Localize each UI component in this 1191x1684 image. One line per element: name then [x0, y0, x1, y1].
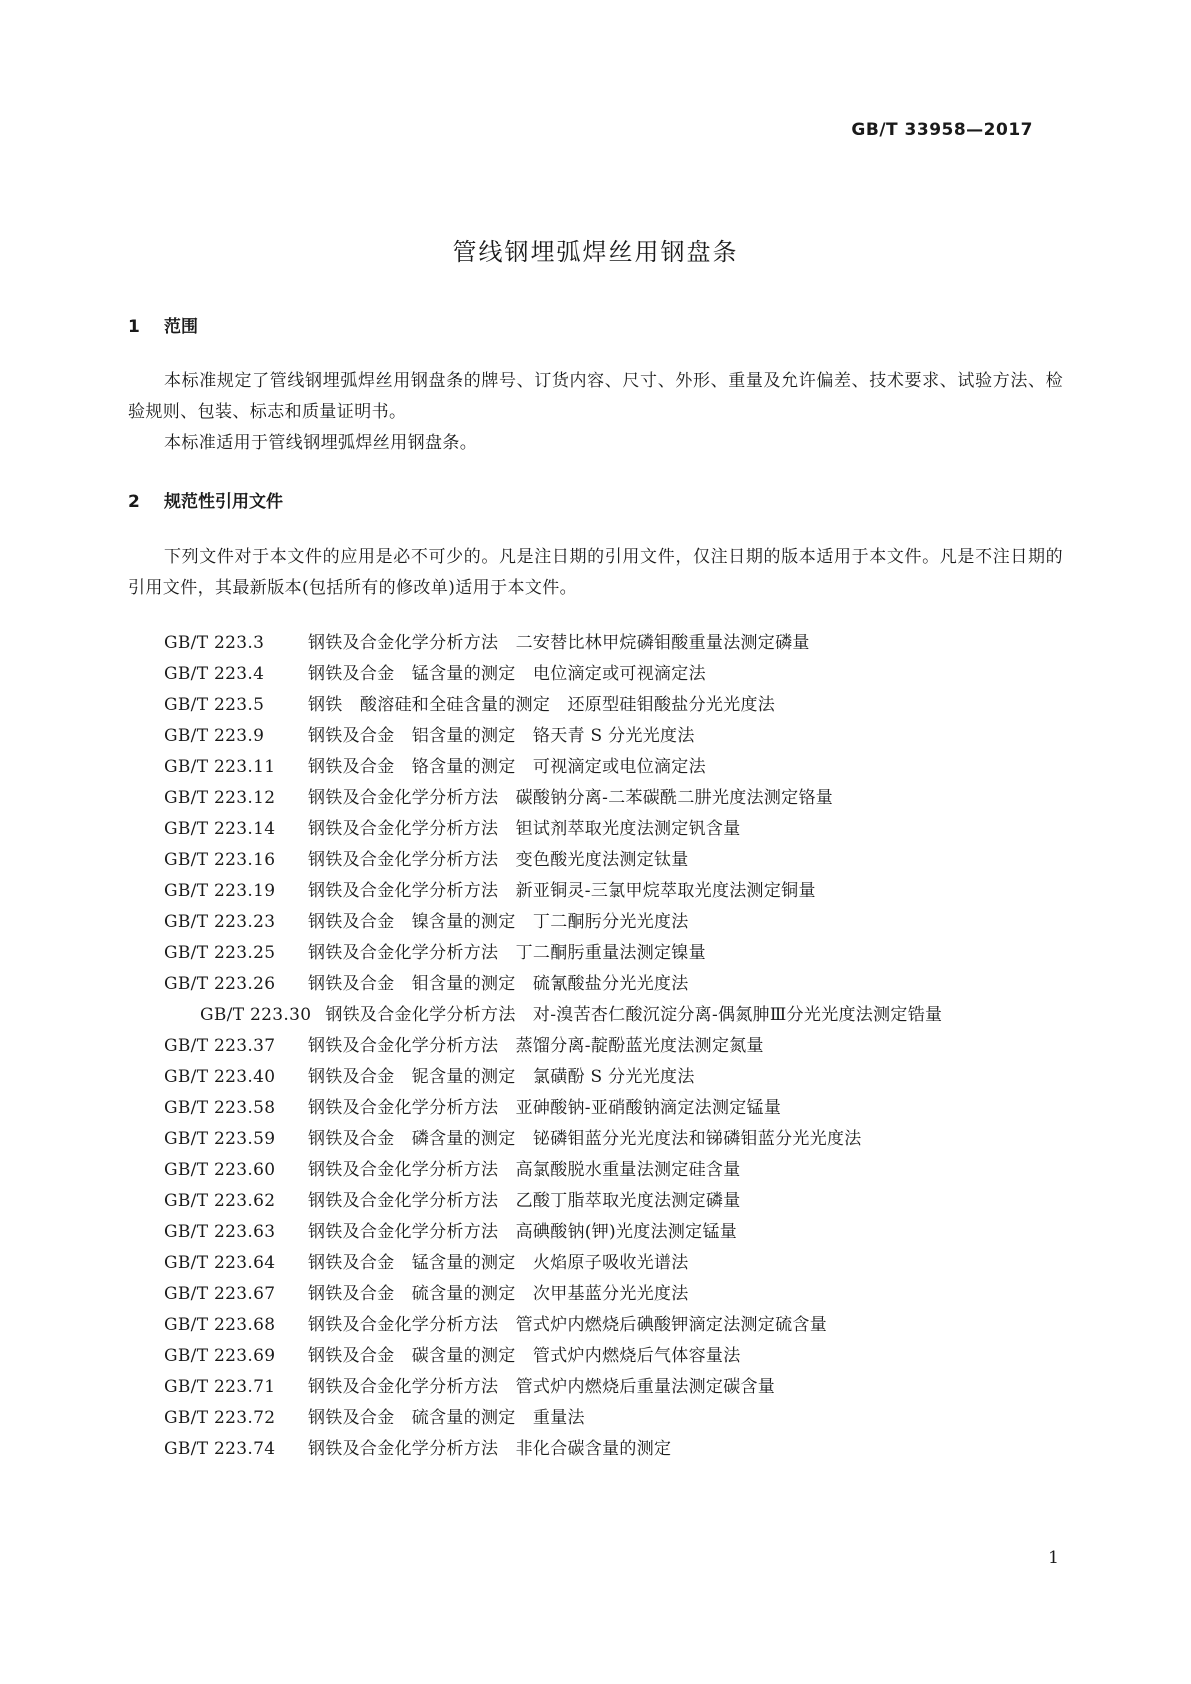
reference-item	[128, 783, 1063, 814]
reference-code: GB/T 223.62	[164, 1191, 276, 1211]
reference-title: 钢铁及合金 钼含量的测定 硫氰酸盐分光光度法	[308, 974, 689, 994]
reference-item	[128, 1186, 1063, 1217]
reference-title: 钢铁及合金化学分析方法 蒸馏分离-靛酚蓝光度法测定氮量	[308, 1036, 764, 1056]
reference-title: 钢铁及合金化学分析方法 高碘酸钠(钾)光度法测定锰量	[308, 1222, 738, 1242]
reference-item	[128, 1217, 1063, 1248]
reference-item	[128, 938, 1063, 969]
reference-code: GB/T 223.26	[164, 974, 276, 994]
reference-title: 钢铁及合金 铝含量的测定 铬天青 S 分光光度法	[308, 726, 695, 746]
reference-code: GB/T 223.30	[200, 1005, 312, 1025]
section-2-heading	[128, 487, 283, 512]
applicability-paragraph: 本标准适用于管线钢埋弧焊丝用钢盘条。	[164, 433, 478, 453]
reference-code: GB/T 223.3	[164, 633, 265, 653]
reference-title: 钢铁及合金 硫含量的测定 次甲基蓝分光光度法	[308, 1284, 689, 1304]
reference-code: GB/T 223.60	[164, 1160, 276, 1180]
scope-paragraph: 本标准规定了管线钢埋弧焊丝用钢盘条的牌号、订货内容、尺寸、外形、重量及允许偏差、技术要求、试验方法、检验规则、包装、标志和质量证明书。	[128, 371, 1063, 422]
reference-item	[128, 1031, 1063, 1062]
reference-code: GB/T 223.68	[164, 1315, 276, 1335]
section-title: 范围	[164, 317, 198, 337]
reference-title: 钢铁及合金 镍含量的测定 丁二酮肟分光光度法	[308, 912, 689, 932]
reference-title: 钢铁及合金化学分析方法 对-溴苦杏仁酸沉淀分离-偶氮胂Ⅲ分光光度法测定锆量	[325, 1005, 943, 1025]
reference-code: GB/T 223.19	[164, 881, 276, 901]
document-title: 管线钢埋弧焊丝用钢盘条	[452, 238, 739, 266]
reference-code: GB/T 223.11	[164, 757, 276, 777]
reference-title: 钢铁及合金 碳含量的测定 管式炉内燃烧后气体容量法	[308, 1346, 741, 1366]
reference-title: 钢铁及合金化学分析方法 钽试剂萃取光度法测定钒含量	[308, 819, 741, 839]
reference-code: GB/T 223.63	[164, 1222, 276, 1242]
reference-code: GB/T 223.9	[164, 726, 265, 746]
reference-item	[128, 1124, 1063, 1155]
reference-item	[128, 1434, 1063, 1465]
reference-title: 钢铁及合金化学分析方法 高氯酸脱水重量法测定硅含量	[308, 1160, 741, 1180]
reference-code: GB/T 223.72	[164, 1408, 276, 1428]
reference-item	[128, 1062, 1063, 1093]
reference-title: 钢铁及合金化学分析方法 二安替比林甲烷磷钼酸重量法测定磷量	[308, 633, 810, 653]
reference-title: 钢铁及合金化学分析方法 管式炉内燃烧后碘酸钾滴定法测定硫含量	[308, 1315, 827, 1335]
reference-title: 钢铁及合金化学分析方法 非化合碳含量的测定	[308, 1439, 672, 1459]
reference-item	[128, 969, 1063, 1000]
reference-item	[128, 1403, 1063, 1434]
standard-code: GB/T 33958—2017	[851, 120, 1033, 140]
reference-item	[128, 1000, 1063, 1031]
reference-code: GB/T 223.67	[164, 1284, 276, 1304]
reference-item	[128, 721, 1063, 752]
reference-title: 钢铁及合金化学分析方法 管式炉内燃烧后重量法测定碳含量	[308, 1377, 776, 1397]
reference-code: GB/T 223.64	[164, 1253, 276, 1273]
reference-item	[128, 814, 1063, 845]
reference-title: 钢铁及合金化学分析方法 丁二酮肟重量法测定镍量	[308, 943, 706, 963]
reference-title: 钢铁及合金化学分析方法 变色酸光度法测定钛量	[308, 850, 689, 870]
reference-item	[128, 907, 1063, 938]
reference-item	[128, 1093, 1063, 1124]
reference-title: 钢铁及合金 硫含量的测定 重量法	[308, 1408, 585, 1428]
reference-title: 钢铁及合金 锰含量的测定 电位滴定或可视滴定法	[308, 664, 706, 684]
reference-code: GB/T 223.69	[164, 1346, 276, 1366]
reference-code: GB/T 223.14	[164, 819, 276, 839]
reference-item	[128, 752, 1063, 783]
reference-code: GB/T 223.12	[164, 788, 276, 808]
reference-title: 钢铁 酸溶硅和全硅含量的测定 还原型硅钼酸盐分光光度法	[308, 695, 776, 715]
reference-title: 钢铁及合金 铬含量的测定 可视滴定或电位滴定法	[308, 757, 706, 777]
normative-references-intro: 下列文件对于本文件的应用是必不可少的。凡是注日期的引用文件，仅注日期的版本适用于本文件。凡是不注日期的引用文件，其最新版本(包括所有的修改单)适用于本文件。	[128, 547, 1063, 598]
section-1-heading	[128, 312, 198, 337]
reference-code: GB/T 223.59	[164, 1129, 276, 1149]
reference-item	[128, 1279, 1063, 1310]
reference-title: 钢铁及合金化学分析方法 亚砷酸钠-亚硝酸钠滴定法测定锰量	[308, 1098, 782, 1118]
reference-title: 钢铁及合金化学分析方法 碳酸钠分离-二苯碳酰二肼光度法测定铬量	[308, 788, 834, 808]
reference-title: 钢铁及合金化学分析方法 新亚铜灵-三氯甲烷萃取光度法测定铜量	[308, 881, 816, 901]
reference-code: GB/T 223.40	[164, 1067, 276, 1087]
reference-item	[128, 1341, 1063, 1372]
reference-item	[128, 1372, 1063, 1403]
reference-code: GB/T 223.23	[164, 912, 276, 932]
reference-code: GB/T 223.4	[164, 664, 265, 684]
reference-code: GB/T 223.37	[164, 1036, 276, 1056]
reference-list	[128, 628, 1063, 1465]
reference-code: GB/T 223.5	[164, 695, 265, 715]
reference-title: 钢铁及合金 铌含量的测定 氯磺酚 S 分光光度法	[308, 1067, 695, 1087]
reference-code: GB/T 223.71	[164, 1377, 276, 1397]
reference-title: 钢铁及合金化学分析方法 乙酸丁脂萃取光度法测定磷量	[308, 1191, 741, 1211]
reference-item	[128, 690, 1063, 721]
section-number: 1	[128, 317, 140, 337]
reference-code: GB/T 223.58	[164, 1098, 276, 1118]
reference-code: GB/T 223.74	[164, 1439, 276, 1459]
reference-title: 钢铁及合金 磷含量的测定 铋磷钼蓝分光光度法和锑磷钼蓝分光光度法	[308, 1129, 862, 1149]
reference-title: 钢铁及合金 锰含量的测定 火焰原子吸收光谱法	[308, 1253, 689, 1273]
reference-code: GB/T 223.16	[164, 850, 276, 870]
reference-item	[128, 659, 1063, 690]
reference-item	[128, 1310, 1063, 1341]
reference-item	[128, 1248, 1063, 1279]
reference-item	[128, 876, 1063, 907]
section-number: 2	[128, 492, 140, 512]
section-title: 规范性引用文件	[164, 492, 283, 512]
reference-item	[128, 845, 1063, 876]
reference-item	[128, 1155, 1063, 1186]
reference-item	[128, 628, 1063, 659]
reference-code: GB/T 223.25	[164, 943, 276, 963]
page-number: 1	[1048, 1548, 1059, 1568]
